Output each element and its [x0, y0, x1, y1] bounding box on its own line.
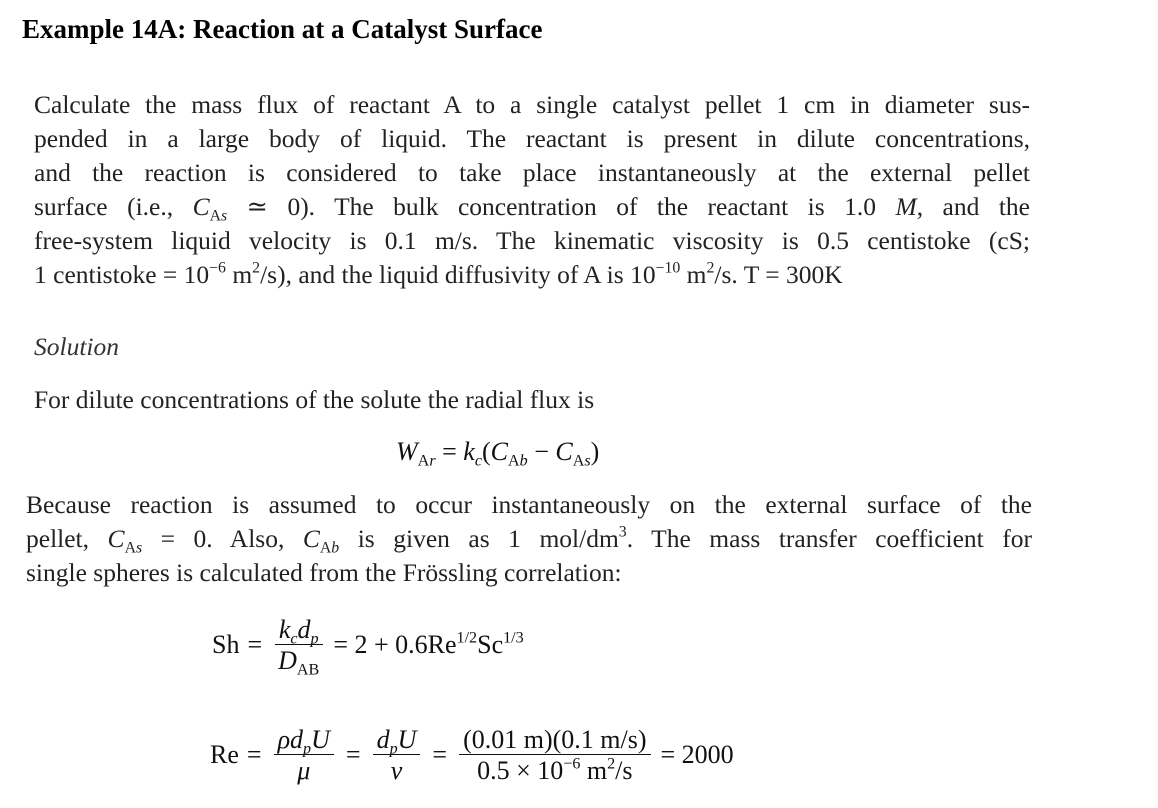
froessling-rhs: = $2 + 0.6Re^{1/2}Sc^{1/3}$: [333, 629, 524, 660]
explanation-line: Because reaction is assumed to occur instantaneously on the external surface of the: [26, 490, 1032, 519]
reynolds-result: = 2000: [660, 740, 734, 770]
sherwood-equation: [212, 615, 524, 679]
problem-line: Calculate the mass flux of reactant A to a single catalyst pellet 1 cm in diameter sus-: [34, 90, 1030, 119]
problem-statement: [34, 88, 1030, 292]
sherwood-fraction: $\frac{k_cd_p}{D_{AB}}$: [274, 616, 323, 675]
problem-line-surface: surface (i.e., $C_{As}$ ≃ 0). The bulk concentration of the reactant is 1.0 M, and the: [34, 192, 1030, 225]
solution-intro: For dilute concentrations of the solute the radial flux is: [34, 385, 595, 414]
reynolds-fraction-numeric: $\frac{(0.01 m)(0.1 m/s)}{0.5 \times 10^{-6} m^2/s}$: [459, 726, 650, 785]
reynolds-equation: Re = $\frac{\rho d_pU}{\mu}$ = $\frac{d_pU}{\nu}$ = $\frac{(0.01 m)(0.1 m/s)}{0.5 \times 10^{-6} m^2/s}$ = 2000: [210, 725, 734, 786]
reynolds-label: Re: [210, 740, 239, 770]
solution-heading: Solution: [34, 332, 120, 361]
explanation-paragraph: [26, 488, 1032, 590]
problem-line-diffusivity: 1 centistoke = $10^{-6}$ $m^2/s$), and the liquid diffusivity of A is $10^{-10}$ $m^2/s$. T = 300K: [34, 259, 843, 289]
sherwood-label: Sh: [212, 630, 240, 660]
equals-sign: =: [247, 630, 263, 660]
reynolds-fraction-2: $\frac{d_pU}{\nu}$: [373, 726, 421, 785]
problem-line: and the reaction is considered to take place instantaneously at the external pellet: [34, 158, 1030, 187]
explanation-line-concentration: pellet, $C_{As} = 0$. Also, $C_{Ab}$ is given as 1 mol/$dm^3$. The mass transfer coefficient for: [26, 523, 1033, 557]
problem-line: free-system liquid velocity is 0.1 m/s. The kinematic viscosity is 0.5 centistoke (cS;: [34, 226, 1030, 255]
explanation-line: single spheres is calculated from the Frössling correlation:: [26, 558, 622, 587]
example-title: Example 14A: Reaction at a Catalyst Surface: [22, 14, 543, 44]
problem-line: pended in a large body of liquid. The reactant is present in dilute concentrations,: [34, 124, 1030, 153]
flux-equation: $W_{Ar} = k_c(C_{Ab} - C_{As})$: [396, 437, 600, 470]
reynolds-fraction-1: $\frac{\rho d_pU}{\mu}$: [274, 726, 334, 785]
